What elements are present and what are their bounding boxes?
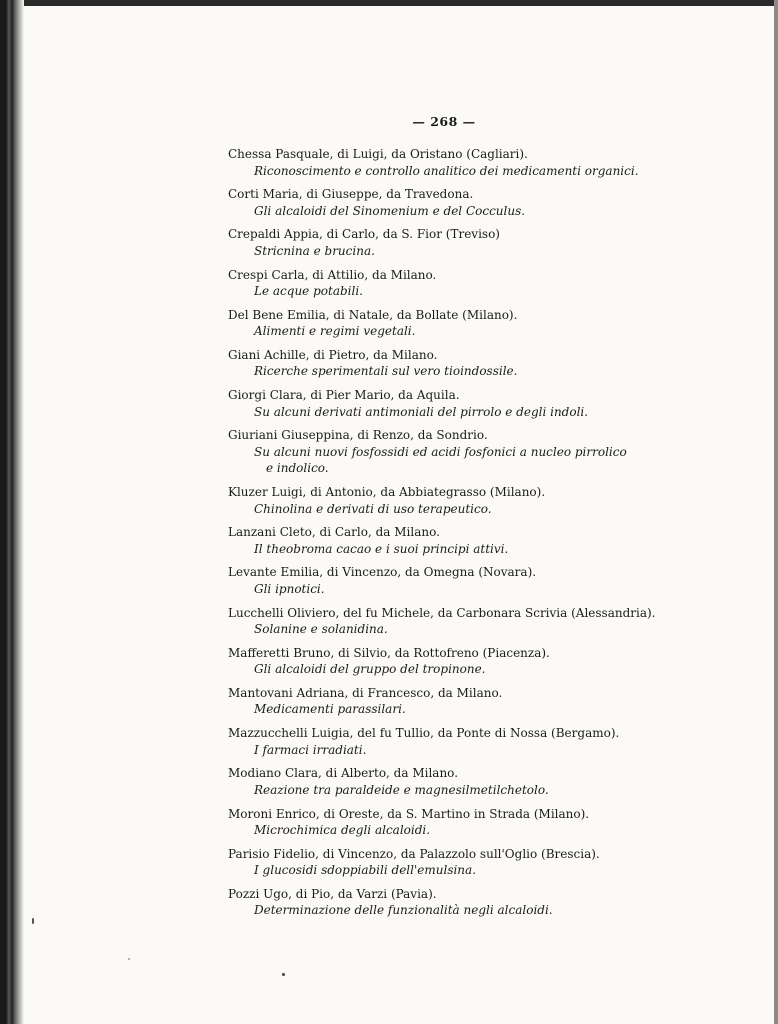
list-item [228,605,668,638]
thesis-title: Le acque potabili. [254,284,363,299]
thesis-title: Gli alcaloidi del Sinomenium e del Cocculus. [254,203,526,218]
list-item [228,146,668,179]
list-item [228,186,668,219]
thesis-title: Medicamenti parassilari. [254,702,406,717]
thesis-title: Su alcuni derivati antimoniali del pirrolo e degli indoli. [254,404,589,419]
list-item [228,806,668,839]
list-item [228,564,668,597]
student-name: Kluzer Luigi, di Antonio, da Abbiategrasso (Milano). [228,485,546,499]
student-name: Del Bene Emilia, di Natale, da Bollate (Milano). [228,307,518,322]
thesis-title: Riconoscimento e controllo analitico dei medicamenti organici. [254,163,639,178]
list-item [228,846,668,879]
scan-speck [32,918,34,924]
thesis-list [228,146,668,926]
student-name: Mafferetti Bruno, di Silvio, da Rottofreno (Piacenza). [228,645,550,660]
student-name: Giani Achille, di Pietro, da Milano. [228,347,438,362]
thesis-title: Chinolina e derivati di uso terapeutico. [254,501,492,516]
thesis-title: I farmaci irradiati. [254,742,367,757]
list-item [228,725,668,758]
student-name: Lucchelli Oliviero, del fu Michele, da Carbonara Scrivia (Alessandria). [228,605,656,620]
thesis-title: Ricerche sperimentali sul vero tioindossile. [254,364,518,379]
student-name: Mazzucchelli Luigia, del fu Tullio, da Ponte di Nossa (Bergamo). [228,726,620,741]
thesis-title: Stricnina e brucina. [254,243,375,258]
scan-speck [282,973,285,976]
page-number: — 268 — [412,114,476,129]
scan-speck [128,958,130,960]
list-item [228,524,668,557]
list-item [228,685,668,718]
list-item [228,484,668,517]
thesis-title: Reazione tra paraldeide e magnesilmetilchetolo. [254,782,549,797]
list-item [228,886,668,919]
thesis-title: Gli alcaloidi del gruppo del tropinone. [254,662,486,677]
list-item [228,226,668,259]
student-name: Parisio Fidelio, di Vincenzo, da Palazzolo sull'Oglio (Brescia). [228,846,600,861]
student-name: Moroni Enrico, di Oreste, da S. Martino in Strada (Milano). [228,806,590,821]
list-item [228,307,668,340]
student-name: Corti Maria, di Giuseppe, da Travedona. [228,187,474,202]
student-name: Giorgi Clara, di Pier Mario, da Aquila. [228,388,460,403]
student-name: Crespi Carla, di Attilio, da Milano. [228,267,437,282]
student-name: Lanzani Cleto, di Carlo, da Milano. [228,525,440,540]
thesis-title-continuation: e indolico. [266,461,329,476]
student-name: Chessa Pasquale, di Luigi, da Oristano (Cagliari). [228,147,528,161]
list-item [228,387,668,420]
student-name: Giuriani Giuseppina, di Renzo, da Sondrio. [228,428,488,443]
thesis-title: Gli ipnotici. [254,581,325,596]
list-item [228,427,668,477]
list-item [228,645,668,678]
book-spine-shadow [0,0,24,1024]
list-item [228,267,668,300]
thesis-title: Solanine e solanidina. [254,622,388,637]
student-name: Modiano Clara, di Alberto, da Milano. [228,766,459,781]
scan-top-edge [0,0,778,6]
thesis-title: Su alcuni nuovi fosfossidi ed acidi fosfonici a nucleo pirrolico [254,444,627,459]
thesis-title: I glucosidi sdoppiabili dell'emulsina. [254,863,477,878]
student-name: Crepaldi Appia, di Carlo, da S. Fior (Treviso) [228,227,500,242]
student-name: Levante Emilia, di Vincenzo, da Omegna (Novara). [228,565,537,580]
thesis-title: Alimenti e regimi vegetali. [254,324,416,339]
thesis-title: Il theobroma cacao e i suoi principi attivi. [254,541,509,556]
list-item [228,347,668,380]
student-name: Mantovani Adriana, di Francesco, da Milano. [228,685,503,700]
list-item [228,765,668,798]
thesis-title: Determinazione delle funzionalità negli alcaloidi. [254,903,553,918]
thesis-title: Microchimica degli alcaloidi. [254,823,431,837]
student-name: Pozzi Ugo, di Pio, da Varzi (Pavia). [228,886,437,901]
scan-right-edge [774,0,778,1024]
